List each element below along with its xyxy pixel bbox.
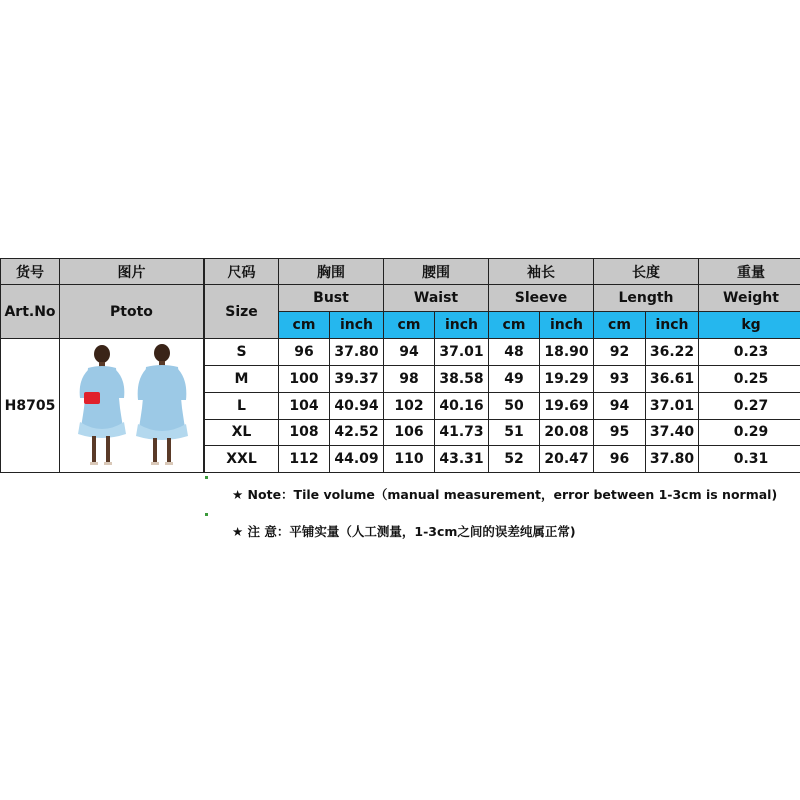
dress-photo-illustration	[62, 340, 202, 468]
cell-bust-in: 42.52	[330, 419, 384, 446]
cell-size: L	[205, 392, 279, 419]
cell-length-cm: 96	[594, 446, 646, 473]
sleeve-header-en: Sleeve	[489, 285, 594, 312]
art-no-header-cn: 货号	[1, 259, 60, 285]
cell-marker	[205, 476, 208, 479]
size-header-cn: 尺码	[205, 259, 279, 285]
note-chinese: ★ 注 意：平铺实量（人工测量，1-3cm之间的误差纯属正常)	[232, 524, 576, 539]
cell-size: XL	[205, 419, 279, 446]
cell-sleeve-cm: 52	[489, 446, 540, 473]
waist-header-cn: 腰围	[384, 259, 489, 285]
sleeve-unit-cm: cm	[489, 312, 540, 339]
product-photo	[60, 339, 204, 473]
cell-bust-cm: 96	[279, 339, 330, 366]
bust-unit-cm: cm	[279, 312, 330, 339]
size-chart-table	[204, 258, 800, 473]
cell-sleeve-cm: 49	[489, 366, 540, 393]
cell-size: S	[205, 339, 279, 366]
cell-length-in: 36.61	[646, 366, 699, 393]
weight-header-en: Weight	[699, 285, 800, 312]
cell-waist-cm: 106	[384, 419, 435, 446]
cell-weight: 0.31	[699, 446, 800, 473]
cell-weight: 0.25	[699, 366, 800, 393]
size-header-en: Size	[205, 285, 279, 339]
cell-length-cm: 92	[594, 339, 646, 366]
cell-length-in: 37.80	[646, 446, 699, 473]
cell-weight: 0.23	[699, 339, 800, 366]
cell-sleeve-cm: 48	[489, 339, 540, 366]
waist-header-en: Waist	[384, 285, 489, 312]
sleeve-header-cn: 袖长	[489, 259, 594, 285]
art-no-value: H8705	[1, 339, 60, 473]
cell-sleeve-in: 20.08	[540, 419, 594, 446]
cell-bust-in: 37.80	[330, 339, 384, 366]
size-row	[205, 446, 800, 473]
model-front	[78, 345, 126, 465]
size-row	[205, 419, 800, 446]
cell-length-in: 37.40	[646, 419, 699, 446]
length-header-en: Length	[594, 285, 699, 312]
cell-bust-cm: 108	[279, 419, 330, 446]
size-row	[205, 366, 800, 393]
cell-waist-in: 40.16	[435, 392, 489, 419]
photo-header-en: Ptoto	[60, 285, 204, 339]
sleeve-unit-inch: inch	[540, 312, 594, 339]
size-row	[205, 392, 800, 419]
length-header-cn: 长度	[594, 259, 699, 285]
cell-bust-in: 39.37	[330, 366, 384, 393]
cell-sleeve-cm: 50	[489, 392, 540, 419]
cell-bust-in: 40.94	[330, 392, 384, 419]
length-unit-inch: inch	[646, 312, 699, 339]
product-info-table	[0, 258, 204, 473]
cell-waist-cm: 102	[384, 392, 435, 419]
cell-length-in: 37.01	[646, 392, 699, 419]
length-unit-cm: cm	[594, 312, 646, 339]
cell-bust-cm: 104	[279, 392, 330, 419]
waist-unit-cm: cm	[384, 312, 435, 339]
cell-length-cm: 93	[594, 366, 646, 393]
art-no-header-en: Art.No	[1, 285, 60, 339]
cell-waist-in: 43.31	[435, 446, 489, 473]
cell-marker	[205, 513, 208, 516]
cell-waist-in: 37.01	[435, 339, 489, 366]
bust-header-en: Bust	[279, 285, 384, 312]
photo-header-cn: 图片	[60, 259, 204, 285]
cell-bust-cm: 112	[279, 446, 330, 473]
cell-weight: 0.27	[699, 392, 800, 419]
size-row	[205, 339, 800, 366]
note-english: ★ Note：Tile volume（manual measurement，error between 1-3cm is normal)	[232, 487, 778, 502]
model-side	[136, 344, 188, 465]
cell-bust-cm: 100	[279, 366, 330, 393]
bust-unit-inch: inch	[330, 312, 384, 339]
cell-waist-cm: 98	[384, 366, 435, 393]
cell-length-cm: 95	[594, 419, 646, 446]
cell-sleeve-cm: 51	[489, 419, 540, 446]
cell-sleeve-in: 19.29	[540, 366, 594, 393]
weight-unit-kg: kg	[699, 312, 800, 339]
waist-unit-inch: inch	[435, 312, 489, 339]
cell-length-cm: 94	[594, 392, 646, 419]
weight-header-cn: 重量	[699, 259, 800, 285]
cell-waist-cm: 94	[384, 339, 435, 366]
cell-bust-in: 44.09	[330, 446, 384, 473]
cell-sleeve-in: 19.69	[540, 392, 594, 419]
bust-header-cn: 胸围	[279, 259, 384, 285]
cell-size: M	[205, 366, 279, 393]
cell-waist-cm: 110	[384, 446, 435, 473]
cell-weight: 0.29	[699, 419, 800, 446]
cell-sleeve-in: 18.90	[540, 339, 594, 366]
cell-length-in: 36.22	[646, 339, 699, 366]
cell-waist-in: 38.58	[435, 366, 489, 393]
cell-waist-in: 41.73	[435, 419, 489, 446]
cell-sleeve-in: 20.47	[540, 446, 594, 473]
cell-size: XXL	[205, 446, 279, 473]
